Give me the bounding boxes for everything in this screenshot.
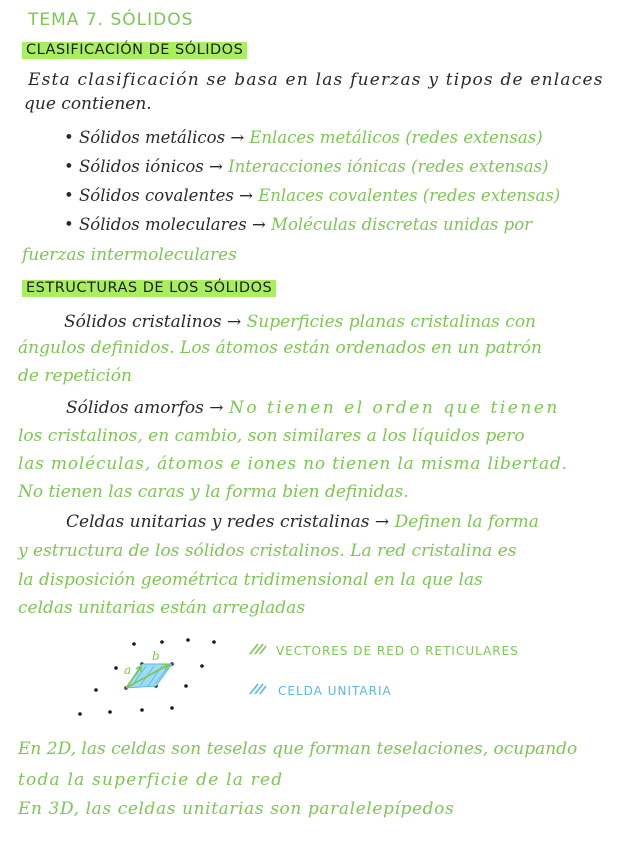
celdas-desc-2a: y estructura de los sólidos cristalinos. <box>18 541 345 561</box>
crist-line-2: ángulos definidos. Los átomos están ordenados en un patrón <box>18 338 542 358</box>
bullet-term: Sólidos metálicos <box>78 128 226 147</box>
closing-line-3: En 3D, las celdas unitarias son paralelepípedos <box>18 799 455 819</box>
bullet-item: • Sólidos metálicos → Enlaces metálicos (redes extensas) <box>64 128 543 147</box>
legend-vectors: VECTORES DE RED O RETICULARES <box>276 644 519 658</box>
closing-line-2: toda la superficie de la red <box>18 770 284 790</box>
arrow-icon: → <box>230 128 245 147</box>
amorf-line-2: los cristalinos, en cambio, son similares a los líquidos pero <box>18 426 525 446</box>
celdas-line-4: celdas unitarias están arregladas <box>18 598 306 618</box>
section-heading-estructuras: ESTRUCTURAS DE LOS SÓLIDOS <box>22 280 276 297</box>
closing-line-1: En 2D, las celdas son teselas que forman teselaciones, ocupando <box>18 739 578 759</box>
amorf-line-4: No tienen las caras y la forma bien definidas. <box>18 482 409 502</box>
bullet-term: Sólidos covalentes <box>78 186 234 205</box>
bullet-term: Sólidos moleculares <box>78 215 247 234</box>
bullet-item: • Sólidos iónicos → Interacciones iónicas (redes extensas) <box>64 157 549 176</box>
bullet-item: • Sólidos covalentes → Enlaces covalentes (redes extensas) <box>64 186 561 205</box>
bullet-desc: Enlaces covalentes (redes extensas) <box>258 186 561 205</box>
arrow-icon: → <box>226 312 242 332</box>
bullet-desc: Interacciones iónicas (redes extensas) <box>228 157 549 176</box>
arrow-icon: → <box>239 186 253 205</box>
intro-line-2: que contienen. <box>24 94 152 114</box>
celdas-line-3: la disposición geométrica tridimensional en la que las <box>18 570 483 590</box>
section-heading-clasificacion: CLASIFICACIÓN DE SÓLIDOS <box>22 42 247 59</box>
intro-line-1: Esta clasificación se basa en las fuerzas y tipos de enlaces <box>28 70 604 90</box>
term-amorfos: Sólidos amorfos <box>66 398 204 418</box>
amorf-desc: No tienen el orden que tienen <box>228 398 560 418</box>
vector-label-b: b <box>152 649 160 663</box>
molecular-continuation: fuerzas intermoleculares <box>22 245 237 265</box>
legend-cell: CELDA UNITARIA <box>278 684 392 698</box>
term-cristalinos: Sólidos cristalinos <box>64 312 222 332</box>
crist-line-3: de repetición <box>18 366 132 386</box>
arrow-icon: → <box>251 215 266 234</box>
bullet-item: • Sólidos moleculares → Moléculas discretas unidas por <box>64 215 533 234</box>
arrow-icon: → <box>374 512 390 532</box>
arrow-icon: → <box>209 157 223 176</box>
bullet-desc: Moléculas discretas unidas por <box>271 215 533 234</box>
crist-desc: Superficies planas cristalinas con <box>246 312 537 332</box>
page-title: TEMA 7. SÓLIDOS <box>28 10 194 30</box>
cell-legend-swatch <box>250 684 266 694</box>
celdas-desc-2b: La red cristalina es <box>350 541 517 561</box>
term-celdas: Celdas unitarias y redes cristalinas <box>66 512 370 532</box>
bullet-desc: Enlaces metálicos (redes extensas) <box>249 128 543 147</box>
vector-legend-swatch <box>250 644 266 654</box>
arrow-icon: → <box>209 398 224 418</box>
bullet-term: Sólidos iónicos <box>78 157 204 176</box>
vector-label-a: a <box>124 663 132 677</box>
amorf-line-3: las moléculas, átomos e iones no tienen la misma libertad. <box>18 454 568 474</box>
celdas-desc: Definen la forma <box>394 512 539 532</box>
